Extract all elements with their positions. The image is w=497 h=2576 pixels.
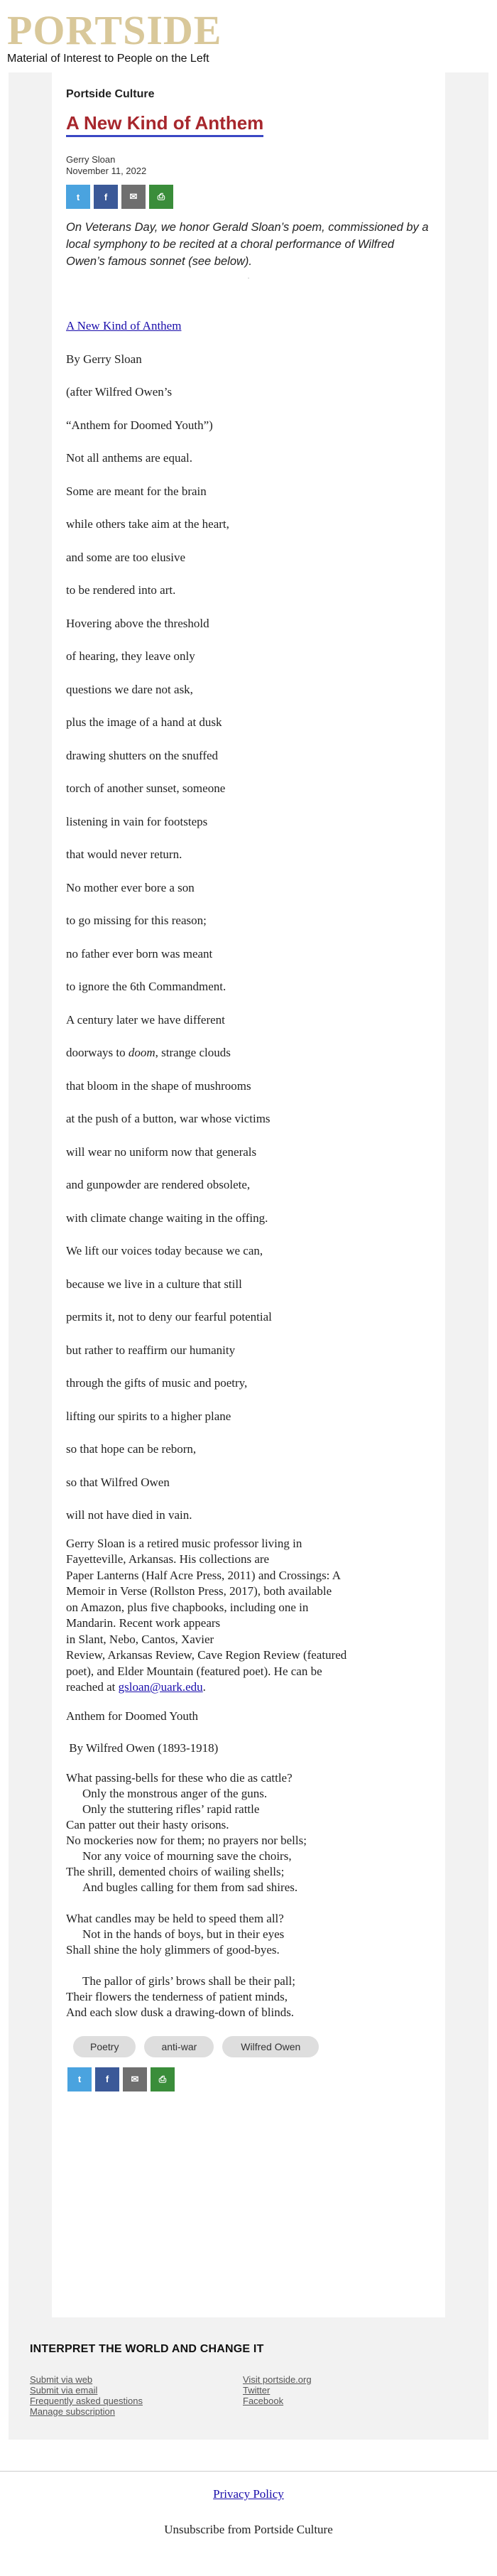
- poem-line: And each slow dusk a drawing-down of blinds.: [66, 2005, 295, 2019]
- author-bio: [66, 1536, 431, 1696]
- poem-line: Shall shine the holy glimmers of good-byes.: [66, 1942, 280, 1957]
- poem-line: to go missing for this reason;: [66, 914, 207, 927]
- email-share-icon[interactable]: ✉: [123, 2067, 147, 2091]
- tag-pill[interactable]: anti-war: [144, 2036, 214, 2057]
- poem-line: permits it, not to deny our fearful potential: [66, 1310, 272, 1324]
- bio-line: Paper Lanterns (Half Acre Press, 2011) and Crossings: A: [66, 1568, 341, 1582]
- bio-line: Gerry Sloan is a retired music professor living in: [66, 1536, 302, 1550]
- poem-line: Their flowers the tenderness of patient minds,: [66, 1989, 288, 2003]
- poem-line: Only the stuttering rifles’ rapid rattle: [82, 1802, 260, 1816]
- bio-line: Review, Arkansas Review, Cave Region Review (featured: [66, 1648, 347, 1662]
- poem-line: Not all anthems are equal.: [66, 451, 192, 465]
- poem-line: Some are meant for the brain: [66, 484, 207, 498]
- owen-stanza-1: [66, 1770, 431, 1895]
- bio-line: poet), and Elder Mountain (featured poet). He can be: [66, 1664, 322, 1678]
- poem-line: so that Wilfred Owen: [66, 1475, 170, 1489]
- footer: [9, 2317, 488, 2417]
- poem: [66, 352, 431, 1522]
- poem-line: Can patter out their hasty orisons.: [66, 1817, 229, 1831]
- footer-links-right: [243, 2374, 456, 2417]
- footer-link[interactable]: Manage subscription: [30, 2406, 115, 2417]
- footer-link[interactable]: Submit via email: [30, 2385, 98, 2396]
- poem-line: drawing shutters on the snuffed: [66, 748, 219, 762]
- bio-text: .: [202, 1680, 206, 1694]
- portside-logo[interactable]: PORTSIDE: [7, 7, 222, 53]
- poem-line: while others take aim at the heart,: [66, 517, 229, 531]
- poem-line: “Anthem for Doomed Youth”): [66, 418, 213, 432]
- author-email-link[interactable]: gsloan@uark.edu: [118, 1680, 203, 1694]
- poem-line: because we live in a culture that still: [66, 1277, 242, 1291]
- poem-line: lifting our spirits to a higher plane: [66, 1409, 231, 1423]
- article-card: [52, 72, 445, 2317]
- bio-line: in Slant, Nebo, Cantos, Xavier: [66, 1632, 214, 1646]
- footer-heading: INTERPRET THE WORLD AND CHANGE IT: [30, 2343, 264, 2355]
- bio-text: reached at: [66, 1680, 119, 1694]
- print-icon[interactable]: ⎙: [151, 2067, 175, 2091]
- article-title[interactable]: A New Kind of Anthem: [66, 112, 263, 137]
- newsletter-body: [9, 72, 488, 2440]
- poem-line: No mockeries now for them; no prayers nor bells;: [66, 1833, 307, 1847]
- poem-line: Only the monstrous anger of the guns.: [82, 1786, 268, 1800]
- poem-line: (after Wilfred Owen’s: [66, 385, 173, 399]
- poem-line: of hearing, they leave only: [66, 649, 195, 663]
- poem-line: through the gifts of music and poetry,: [66, 1376, 248, 1390]
- print-icon[interactable]: ⎙: [149, 185, 173, 209]
- poem-line: And bugles calling for them from sad shires.: [82, 1880, 298, 1894]
- poem-title-link[interactable]: A New Kind of Anthem: [66, 319, 182, 332]
- poem-line: plus the image of a hand at dusk: [66, 715, 222, 729]
- privacy-policy-link[interactable]: Privacy Policy: [213, 2487, 284, 2501]
- poem-line: No mother ever bore a son: [66, 880, 195, 894]
- poem-line: and some are too elusive: [66, 550, 186, 564]
- tag-list: [66, 2036, 431, 2057]
- poem-line: with climate change waiting in the offing.: [66, 1211, 268, 1225]
- poem-line: What passing-bells for these who die as cattle?: [66, 1770, 293, 1785]
- bio-line: Memoir in Verse (Rollston Press, 2017), both available: [66, 1584, 332, 1598]
- poem-line: so that hope can be reborn,: [66, 1442, 197, 1456]
- footer-link[interactable]: Visit portside.org: [243, 2374, 312, 2385]
- footer-link[interactable]: Submit via web: [30, 2374, 93, 2385]
- tagline: Material of Interest to People on the Left: [7, 53, 209, 65]
- owen-poem-title: Anthem for Doomed Youth: [66, 1709, 199, 1723]
- poem-line: that would never return.: [66, 848, 182, 861]
- article-summary: On Veterans Day, we honor Gerald Sloan’s poem, commissioned by a local symphony to be recited at a choral performance of Wilfred Owen’s famous sonnet (see below).: [66, 221, 429, 268]
- poem-line: The shrill, demented choirs of wailing shells;: [66, 1864, 285, 1878]
- tag-pill[interactable]: Wilfred Owen: [222, 2036, 319, 2057]
- share-bar-top: [66, 185, 431, 209]
- bio-line: Fayetteville, Arkansas. His collections are: [66, 1552, 270, 1566]
- article-date: November 11, 2022: [66, 166, 147, 176]
- twitter-share-icon[interactable]: t: [66, 185, 90, 209]
- footer-links-left: [30, 2374, 243, 2417]
- poem-line: Hovering above the threshold: [66, 616, 209, 630]
- owen-stanza-3: [66, 1974, 431, 2020]
- poem-line: listening in vain for footsteps: [66, 814, 208, 828]
- poem-line: By Gerry Sloan: [66, 352, 142, 366]
- facebook-share-icon[interactable]: f: [95, 2067, 119, 2091]
- poem-line: questions we dare not ask,: [66, 682, 193, 696]
- poem-line: to be rendered into art.: [66, 583, 176, 597]
- footer-links: [30, 2374, 467, 2417]
- owen-poem-byline: By Wilfred Owen (1893-1918): [66, 1741, 219, 1755]
- poem-line: and gunpowder are rendered obsolete,: [66, 1178, 251, 1191]
- poem-line: The pallor of girls’ brows shall be their pall;: [82, 1974, 295, 1988]
- poem-line: doorways to doom, strange clouds: [66, 1046, 231, 1059]
- article-body: [66, 319, 431, 2020]
- footer-link[interactable]: Twitter: [243, 2385, 271, 2396]
- twitter-share-icon[interactable]: t: [67, 2067, 92, 2091]
- poem-line: torch of another sunset, someone: [66, 781, 226, 795]
- footer-link[interactable]: Frequently asked questions: [30, 2396, 143, 2406]
- owen-stanza-2: [66, 1911, 431, 1958]
- poem-line: Not in the hands of boys, but in their eyes: [82, 1927, 285, 1941]
- bottom-bar: [0, 2471, 497, 2537]
- article-author: Gerry Sloan: [66, 154, 116, 165]
- bio-line: Mandarin. Recent work appears: [66, 1616, 221, 1630]
- poem-line: that bloom in the shape of mushrooms: [66, 1078, 251, 1093]
- section-label: Portside Culture: [66, 88, 155, 100]
- poem-line: will wear no uniform now that generals: [66, 1144, 257, 1159]
- poem-line: to ignore the 6th Commandment.: [66, 980, 226, 993]
- separator-dot: ·: [247, 274, 250, 282]
- tag-pill[interactable]: Poetry: [73, 2036, 136, 2057]
- facebook-share-icon[interactable]: f: [94, 185, 118, 209]
- poem-line: Nor any voice of mourning save the choirs,: [82, 1849, 292, 1863]
- poem-line: at the push of a button, war whose victims: [66, 1112, 271, 1125]
- bio-line: on Amazon, plus five chapbooks, including one in: [66, 1600, 309, 1614]
- bio-line: [66, 1679, 431, 1696]
- share-bar-bottom: [66, 2067, 431, 2091]
- poem-line: no father ever born was meant: [66, 946, 213, 960]
- masthead: [0, 0, 497, 70]
- poem-line: We lift our voices today because we can,: [66, 1244, 263, 1257]
- poem-line: A century later we have different: [66, 1012, 225, 1027]
- email-share-icon[interactable]: ✉: [121, 185, 146, 209]
- poem-line: but rather to reaffirm our humanity: [66, 1343, 236, 1357]
- poem-line: will not have died in vain.: [66, 1508, 192, 1522]
- poem-line: What candles may be held to speed them all?: [66, 1911, 284, 1925]
- footer-link[interactable]: Facebook: [243, 2396, 284, 2406]
- unsubscribe-text[interactable]: Unsubscribe from Portside Culture: [164, 2523, 333, 2536]
